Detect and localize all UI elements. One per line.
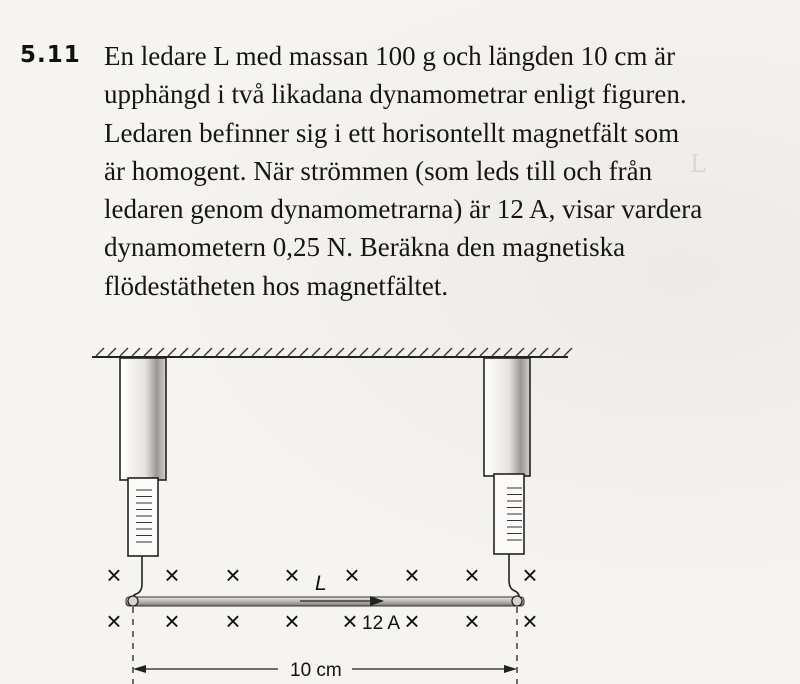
field-cross-symbol: ×	[404, 560, 420, 590]
ceiling-hatch	[384, 348, 392, 356]
field-cross-symbol: ×	[342, 606, 358, 636]
ceiling-hatch	[360, 348, 368, 356]
ceiling-hatch	[240, 348, 248, 356]
field-cross-symbol: ×	[404, 606, 420, 636]
field-cross-symbol: ×	[164, 560, 180, 590]
ceiling-hatch	[276, 348, 284, 356]
ceiling-hatch	[108, 348, 116, 356]
ceiling-hatch	[180, 348, 188, 356]
field-cross-symbol: ×	[522, 606, 538, 636]
field-cross-symbol: ×	[522, 560, 538, 590]
ceiling-hatch	[120, 348, 128, 356]
ceiling-hatch	[132, 348, 140, 356]
ceiling-hatch	[372, 348, 380, 356]
field-cross-symbol: ×	[464, 560, 480, 590]
length-label: 10 cm	[290, 660, 342, 681]
ceiling-hatch	[468, 348, 476, 356]
ceiling-hatch	[552, 348, 560, 356]
ceiling-hatch	[420, 348, 428, 356]
field-cross-symbol: ×	[284, 560, 300, 590]
ceiling-hatch	[216, 348, 224, 356]
field-cross-symbol: ×	[225, 560, 241, 590]
ceiling-hatch	[408, 348, 416, 356]
problem-line: är homogent. När strömmen (som leds till och från	[104, 155, 653, 186]
left-dynamometer	[120, 358, 166, 603]
ceiling-hatch	[204, 348, 212, 356]
ceiling-hatch	[504, 348, 512, 356]
field-cross-symbol: ×	[106, 606, 122, 636]
field-cross-symbol: ×	[464, 606, 480, 636]
ceiling-hatch	[312, 348, 320, 356]
ceiling-hatch	[516, 348, 524, 356]
ceiling-hatch	[444, 348, 452, 356]
ceiling-hatch	[396, 348, 404, 356]
problem-line: flödestätheten hos magnetfältet.	[104, 270, 449, 301]
bleed-through-text: L	[690, 150, 706, 178]
ceiling-hatch	[144, 348, 152, 356]
ceiling-hatch	[492, 348, 500, 356]
field-cross-symbol: ×	[284, 606, 300, 636]
field-cross-symbol: ×	[225, 606, 241, 636]
ceiling-hatch	[540, 348, 548, 356]
ceiling-hatch	[528, 348, 536, 356]
field-cross-symbol: ×	[106, 560, 122, 590]
problem-line: Ledaren befinner sig i ett horisontellt magnetfält som	[104, 117, 680, 148]
ceiling-hatch	[156, 348, 164, 356]
problem-line: En ledare L med massan 100 g och längden 10 cm är	[104, 41, 676, 71]
problem-line: upphängd i två likadana dynamometrar enligt figuren.	[104, 79, 687, 110]
ceiling-hatch	[456, 348, 464, 356]
ceiling-hatch	[252, 348, 260, 356]
problem-line: dynamometern 0,25 N. Beräkna den magnetiska	[104, 232, 626, 263]
ceiling-hatch	[96, 348, 104, 356]
field-cross-symbol: ×	[164, 606, 180, 636]
ceiling-hatch	[168, 348, 176, 356]
ceiling-hatch	[432, 348, 440, 356]
ceiling-hatch	[348, 348, 356, 356]
current-label: 12 A	[362, 613, 401, 634]
ceiling	[92, 348, 572, 357]
ceiling-hatch	[300, 348, 308, 356]
ceiling-hatch	[264, 348, 272, 356]
ceiling-hatch	[288, 348, 296, 356]
ceiling-hatch	[324, 348, 332, 356]
ceiling-hatch	[228, 348, 236, 356]
ceiling-hatch	[564, 348, 572, 356]
field-cross-symbol: ×	[344, 560, 360, 590]
ceiling-hatch	[480, 348, 488, 356]
problem-line: ledaren genom dynamometrarna) är 12 A, visar vardera	[104, 194, 703, 225]
problem-text	[104, 37, 794, 305]
problem-number: 5.11	[20, 42, 81, 68]
physics-figure	[0, 340, 800, 684]
ceiling-hatch	[192, 348, 200, 356]
ceiling-hatch	[336, 348, 344, 356]
conductor-label: L	[315, 572, 327, 595]
